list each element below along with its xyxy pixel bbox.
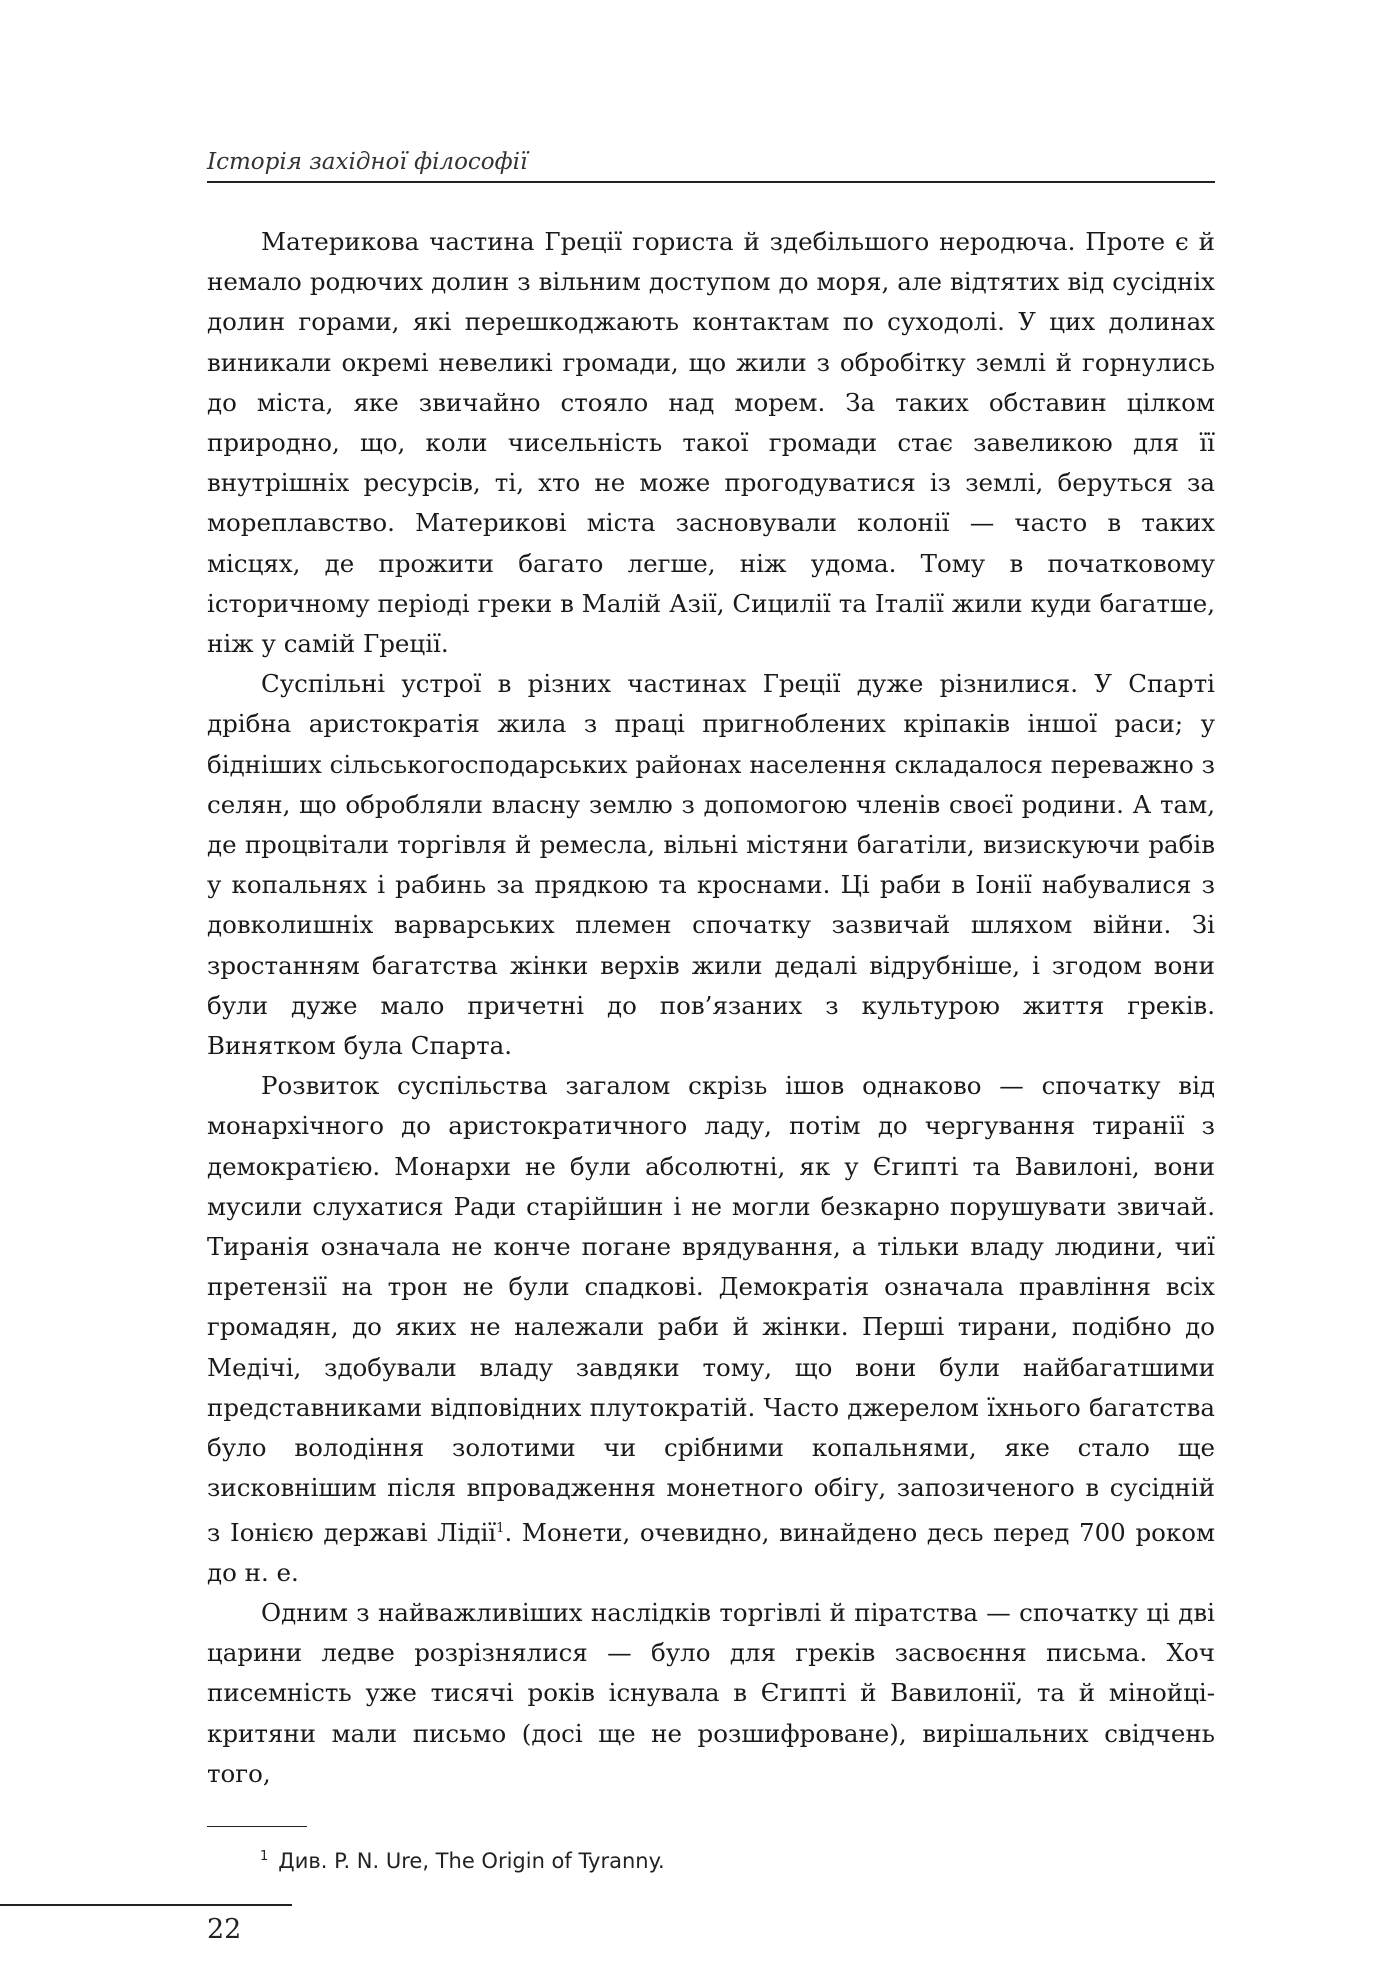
page-number: 22 bbox=[207, 1914, 242, 1945]
running-head: Історія західної філософії bbox=[207, 149, 528, 175]
header-rule bbox=[207, 181, 1215, 183]
footnote-mark: 1 bbox=[260, 1849, 269, 1864]
page-number-rule bbox=[0, 1904, 292, 1906]
paragraph-3 bbox=[207, 1066, 1215, 1593]
paragraph-4: Одним з найважливіших наслідків торгівлі й піратства — спочатку ці дві царини ледве розрізнялися — було для греків засвоєння письма. Хоч писемність уже тисячі років існувала в Єгипті й Вавилонії, та й мінойці-критяни мали письмо (досі ще не розшифроване), вирішальних свідчень того, bbox=[207, 1597, 1215, 1788]
footnote-rule bbox=[207, 1826, 307, 1827]
paragraph-3-text: Розвиток суспільства загалом скрізь ішов однаково — спочатку від монархічного до аристократичного ладу, потім до чергування тиранії з демократією. Монархи не були абсолютні, як у Єгипті та Вавилоні, вони мусили слухатися Ради старійшин і не могли безкарно порушувати звичай. Тиранія означала не конче погане врядування, а тільки владу людини, чиї претензії на трон не були спадкові. Демократія означала правління всіх громадян, до яких не належали раби й жінки. Перші тирани, подібно до Медічі, здобували владу завдяки тому, що вони були найбагатшими представниками відповідних плутократій. Часто джерелом їхнього багатства було володіння золотими чи срібними копальнями, яке стало ще зисковнішим після впровадження монетного обігу, запозиченого в сусідній з Іонією державі Лідії bbox=[207, 1071, 1215, 1547]
body-text bbox=[207, 222, 1215, 1794]
footnote-reference: 1 bbox=[496, 1520, 505, 1536]
footnote-text: Див. P. N. Ure, The Origin of Tyranny. bbox=[278, 1849, 665, 1873]
paragraph-3-tail: . Монети, очевидно, винайдено десь перед 700 роком до н. е. bbox=[207, 1517, 1215, 1587]
paragraph-2: Суспільні устрої в різних частинах Греції дуже різнилися. У Спарті дрібна аристократія жила з праці пригноблених кріпаків іншої раси; у бідніших сільськогосподарських районах населення складалося переважно з селян, що обробляли власну землю з допомогою членів своєї родини. А там, де процвітали торгівля й ремесла, вільні містяни багатіли, визискуючи рабів у копальнях і рабинь за прядкою та кроснами. Ці раби в Іонії набувалися з довколишніх варварських племен спочатку зазвичай шляхом війни. Зі зростанням багатства жінки верхів жили дедалі відрубніше, і згодом вони були дуже мало причетні до пов’язаних з культурою життя греків. Винятком була Спарта. bbox=[207, 669, 1215, 1061]
footnote bbox=[260, 1843, 665, 1875]
paragraph-1: Материкова частина Греції гориста й здебільшого неродюча. Проте є й немало родючих долин з вільним доступом до моря, але відтятих від сусідніх долин горами, які перешкоджають контактам по суходолі. У цих долинах виникали окремі невеликі громади, що жили з обробітку землі й горнулись до міста, яке звичайно стояло над морем. За таких обставин цілком природно, що, коли чисельність такої громади стає завеликою для її внутрішніх ресурсів, ті, хто не може прогодуватися із землі, беруться за мореплавство. Материкові міста засновували колонії — часто в таких місцях, де прожити багато легше, ніж удома. Тому в початковому історичному періоді греки в Малій Азії, Сицилії та Італії жили куди багатше, ніж у самій Греції. bbox=[207, 227, 1215, 659]
